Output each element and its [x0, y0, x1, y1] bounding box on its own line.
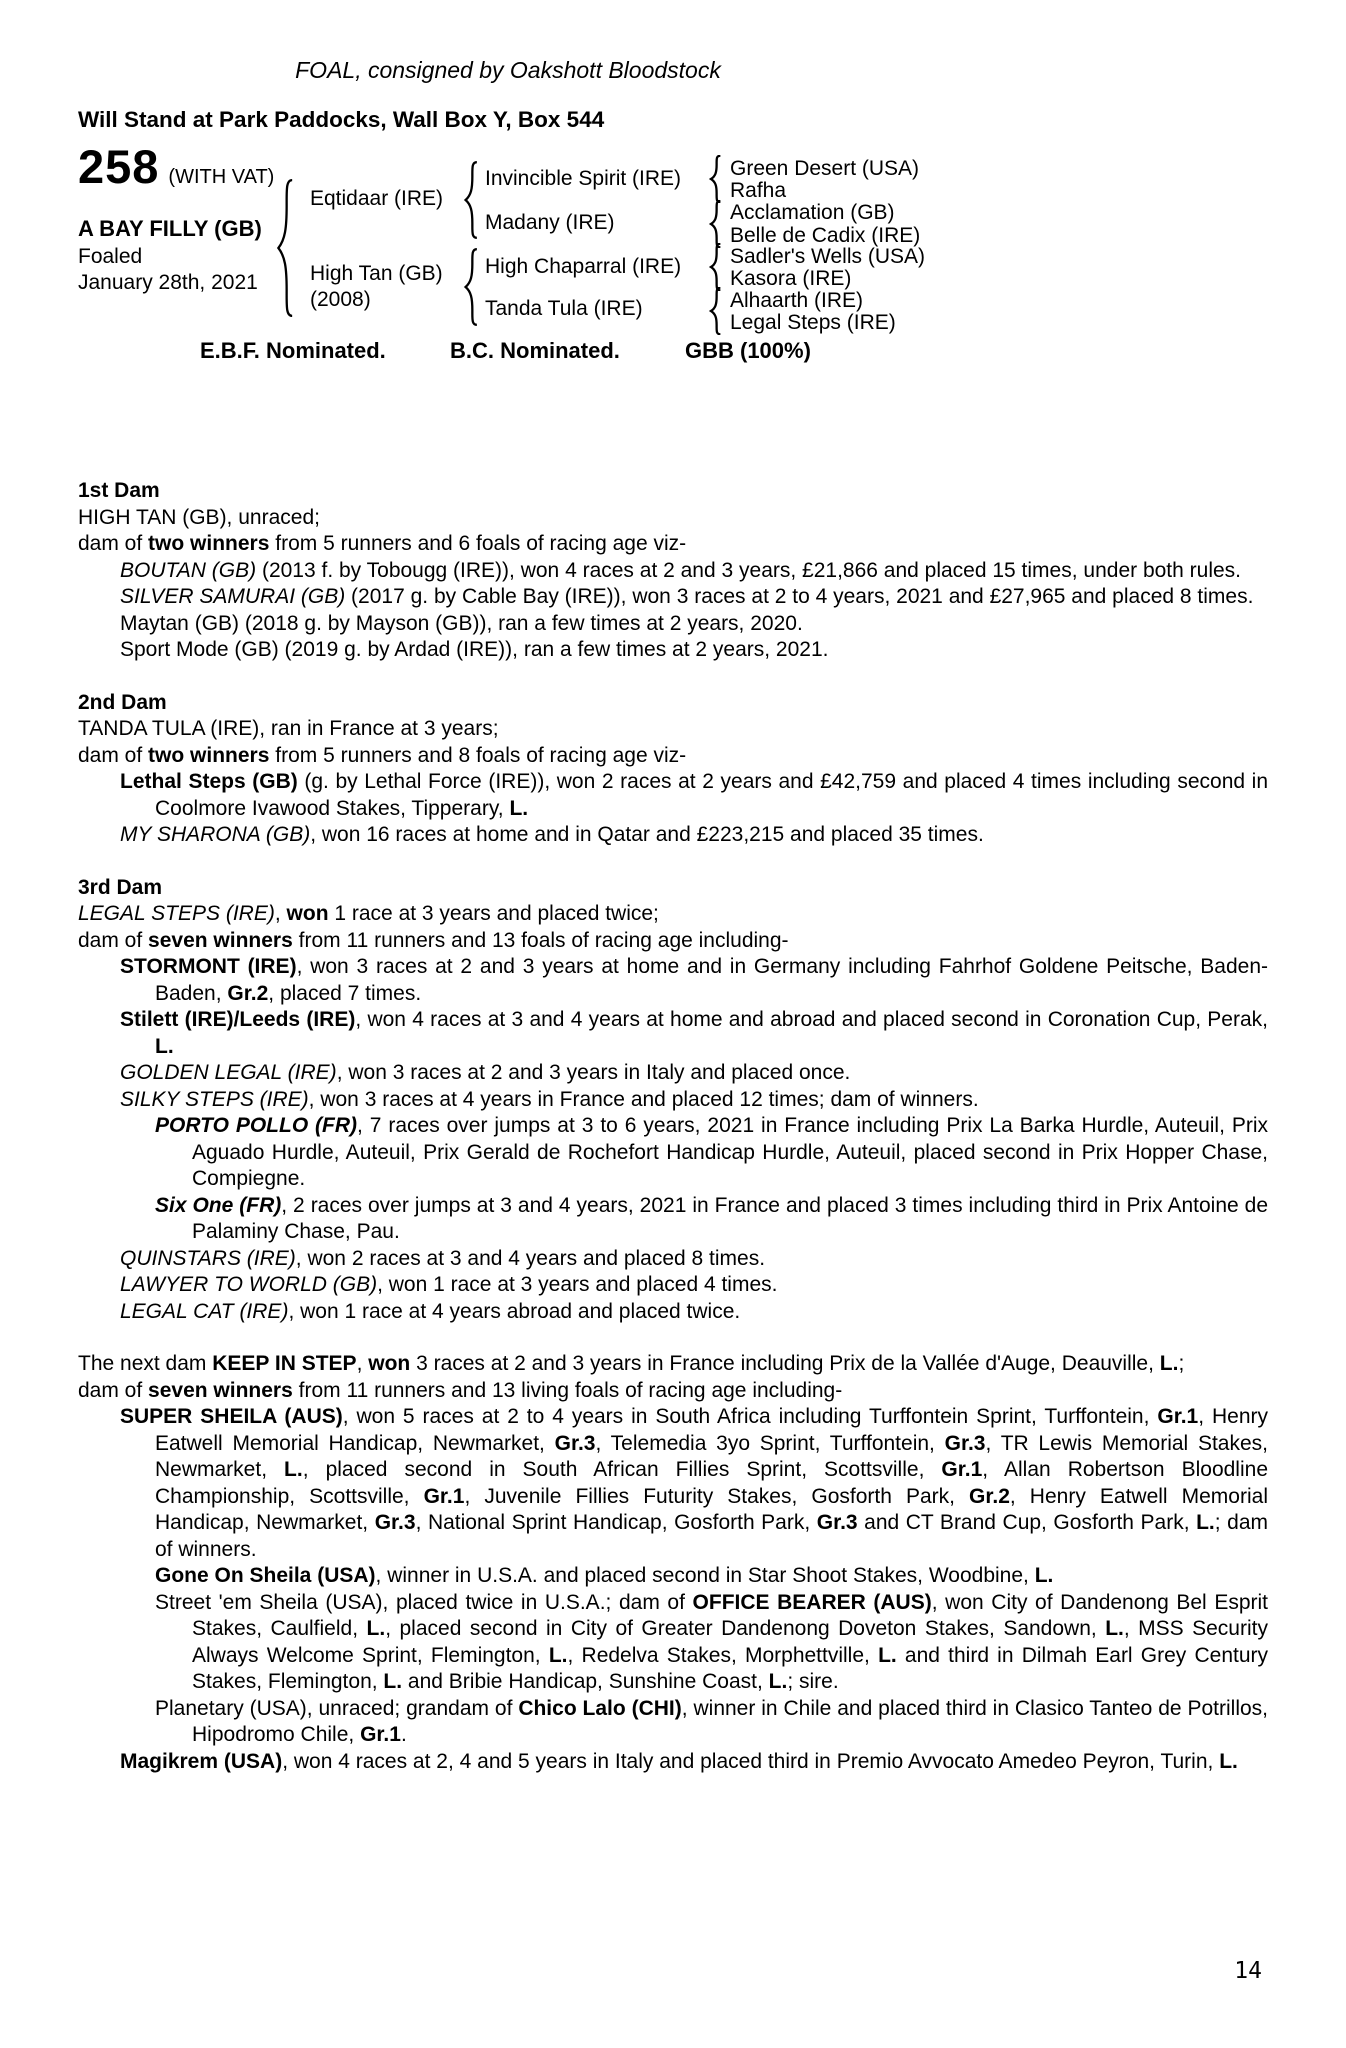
- page-content: [78, 0, 1268, 1775]
- progeny-entry: LAWYER TO WORLD (GB), won 1 race at 3 years and placed 4 times.: [120, 1273, 778, 1296]
- sire-name: Eqtidaar (IRE): [310, 187, 444, 210]
- grandsire-name: High Chaparral (IRE): [485, 255, 682, 278]
- dam-produce-record: dam of seven winners from 11 runners and 13 foals of racing age including-: [78, 928, 789, 952]
- gbb-badge: GBB (100%): [685, 338, 811, 363]
- grandsire-name: Invincible Spirit (IRE): [485, 167, 682, 190]
- page-number: 14: [1234, 1958, 1262, 1984]
- great-grandparent-name: Sadler's Wells (USA): [730, 245, 925, 268]
- progeny-entry: Sport Mode (GB) (2019 g. by Ardad (IRE)), ran a few times at 2 years, 2021.: [120, 638, 829, 661]
- dam-name: High Tan (GB): [310, 262, 443, 285]
- granddam-name: Madany (IRE): [485, 211, 615, 234]
- lot-header: [78, 140, 275, 193]
- dam-produce-record: dam of two winners from 5 runners and 6 foals of racing age viz-: [78, 532, 687, 555]
- foaled-label: Foaled: [78, 245, 143, 268]
- progeny-entry: Lethal Steps (GB) (g. by Lethal Force (IRE)), won 2 races at 2 years and £42,759 and placed 4 times including second in Coolmore Ivawood Stakes, Tipperary, L.: [120, 770, 1268, 820]
- consignor-line: FOAL, consigned by Oakshott Bloodstock: [295, 57, 721, 83]
- dam-section-heading: 2nd Dam: [78, 690, 167, 714]
- progeny-entry: QUINSTARS (IRE), won 2 races at 3 and 4 years and placed 8 times.: [120, 1246, 766, 1270]
- next-dam-line: The next dam KEEP IN STEP, won 3 races at 2 and 3 years in France including Prix de la Vallée d'Auge, Deauville, L.;: [78, 1352, 1185, 1375]
- progeny-entry: Stilett (IRE)/Leeds (IRE), won 4 races at 3 and 4 years at home and abroad and placed second in Coronation Cup, Perak, L.: [120, 1008, 1268, 1058]
- ebf-nominated-badge: E.B.F. Nominated.: [200, 338, 386, 363]
- great-grandparent-name: Kasora (IRE): [730, 267, 852, 290]
- progeny-entry: Maytan (GB) (2018 g. by Mayson (GB)), ran a few times at 2 years, 2020.: [120, 611, 803, 635]
- progeny-entry: STORMONT (IRE), won 3 races at 2 and 3 years at home and in Germany including Fahrhof Goldene Peitsche, Baden-Baden, Gr.2, placed 7 times.: [120, 955, 1268, 1005]
- dam-section-heading: 1st Dam: [78, 479, 160, 502]
- progeny-entry: Six One (FR), 2 races over jumps at 3 and 4 years, 2021 in France and placed 3 times including third in Prix Antoine de Palaminy Chase, Pau.: [155, 1193, 1269, 1243]
- progeny-entry: SILKY STEPS (IRE), won 3 races at 4 years in France and placed 12 times; dam of winners.: [120, 1087, 979, 1111]
- progeny-entry: Planetary (USA), unraced; grandam of Chico Lalo (CHI), winner in Chile and placed third in Clasico Tanteo de Potrillos, Hipodromo Chile, Gr.1.: [155, 1696, 1269, 1746]
- progeny-entry: BOUTAN (GB) (2013 f. by Tobougg (IRE)), won 4 races at 2 and 3 years, £21,866 and placed 15 times, under both rules.: [120, 558, 1242, 582]
- progeny-entry: Street 'em Sheila (USA), placed twice in U.S.A.; dam of OFFICE BEARER (AUS), won City of Dandenong Bel Esprit Stakes, Caulfield, L., placed second in City of Greater Dandenong Doveton Stakes, Sandown, L., MSS Security Always Welcome Sprint, Flemington, L., Redelva Stakes, Morphettville, L. and third in Dilmah Earl Grey Century Stakes, Flemington, L. and Bribie Handicap, Sunshine Coast, L.; sire.: [155, 1590, 1269, 1693]
- nominations-row: [78, 338, 1268, 366]
- lot-number: 258: [78, 140, 160, 193]
- granddam-name: Tanda Tula (IRE): [485, 297, 643, 320]
- pedigree-brace-icon: [708, 200, 723, 248]
- foaled-date: January 28th, 2021: [78, 271, 258, 294]
- great-grandparent-name: Green Desert (USA): [730, 157, 920, 180]
- dam-name-line: LEGAL STEPS (IRE), won 1 race at 3 years and placed twice;: [78, 902, 659, 925]
- great-grandparent-name: Belle de Cadix (IRE): [730, 224, 921, 247]
- progeny-entry: Magikrem (USA), won 4 races at 2, 4 and 5 years in Italy and placed third in Premio Avvocato Amedeo Peyron, Turin, L.: [120, 1749, 1238, 1773]
- pedigree-brace-icon: [708, 243, 723, 291]
- progeny-entry: SUPER SHEILA (AUS), won 5 races at 2 to 4 years in South Africa including Turffontein Sprint, Turffontein, Gr.1, Henry Eatwell Memorial Handicap, Newmarket, Gr.3, Telemedia 3yo Sprint, Turffontein, Gr.3, TR Lewis Memorial Stakes, Newmarket, L., placed second in South African Fillies Sprint, Scottsville, Gr.1, Allan Robertson Bloodline Championship, Scottsville, Gr.1, Juvenile Fillies Futurity Stakes, Gosforth Park, Gr.2, Henry Eatwell Memorial Handicap, Newmarket, Gr.3, National Sprint Handicap, Gosforth Park, Gr.3 and CT Brand Cup, Gosforth Park, L.; dam of winners.: [120, 1405, 1269, 1561]
- great-grandparent-name: Acclamation (GB): [730, 201, 895, 224]
- dam-year: (2008): [310, 288, 371, 311]
- pedigree-brace-icon: [462, 161, 480, 239]
- dam-section-heading: 3rd Dam: [78, 875, 163, 899]
- dam-produce-record: dam of seven winners from 11 runners and 13 living foals of racing age including-: [78, 1378, 843, 1402]
- progeny-entry: Gone On Sheila (USA), winner in U.S.A. and placed second in Star Shoot Stakes, Woodbine, L.: [155, 1564, 1054, 1587]
- great-grandparent-name: Legal Steps (IRE): [730, 311, 896, 334]
- pedigree-brace-icon: [274, 178, 296, 318]
- bc-nominated-badge: B.C. Nominated.: [450, 338, 620, 363]
- stand-location-line: Will Stand at Park Paddocks, Wall Box Y, Box 544: [78, 107, 605, 132]
- pedigree-brace-icon: [708, 155, 723, 203]
- dam-name-line: TANDA TULA (IRE), ran in France at 3 years;: [78, 717, 499, 740]
- progeny-entry: MY SHARONA (GB), won 16 races at home and in Qatar and £223,215 and placed 35 times.: [120, 823, 984, 846]
- great-grandparent-name: Alhaarth (IRE): [730, 289, 864, 312]
- great-grandparent-name: Rafha: [730, 179, 787, 202]
- lot-description: A BAY FILLY (GB): [78, 216, 262, 241]
- dam-produce-record: dam of two winners from 5 runners and 8 foals of racing age viz-: [78, 743, 687, 767]
- pedigree-brace-icon: [462, 248, 480, 326]
- vat-note: (WITH VAT): [168, 166, 275, 188]
- progeny-entry: LEGAL CAT (IRE), won 1 race at 4 years abroad and placed twice.: [120, 1299, 741, 1323]
- progeny-entry: GOLDEN LEGAL (IRE), won 3 races at 2 and 3 years in Italy and placed once.: [120, 1061, 851, 1084]
- progeny-entry: PORTO POLLO (FR), 7 races over jumps at 3 to 6 years, 2021 in France including Prix La Barka Hurdle, Auteuil, Prix Aguado Hurdle, Auteuil, Prix Gerald de Rochefort Handicap Hurdle, Auteuil, placed second in Prix Hopper Chase, Compiegne.: [155, 1114, 1269, 1190]
- pedigree-brace-icon: [708, 287, 723, 335]
- progeny-entry: SILVER SAMURAI (GB) (2017 g. by Cable Bay (IRE)), won 3 races at 2 to 4 years, 2021 and £27,965 and placed 8 times.: [120, 585, 1254, 608]
- pedigree-table: [78, 140, 1268, 338]
- dam-name-line: HIGH TAN (GB), unraced;: [78, 505, 320, 529]
